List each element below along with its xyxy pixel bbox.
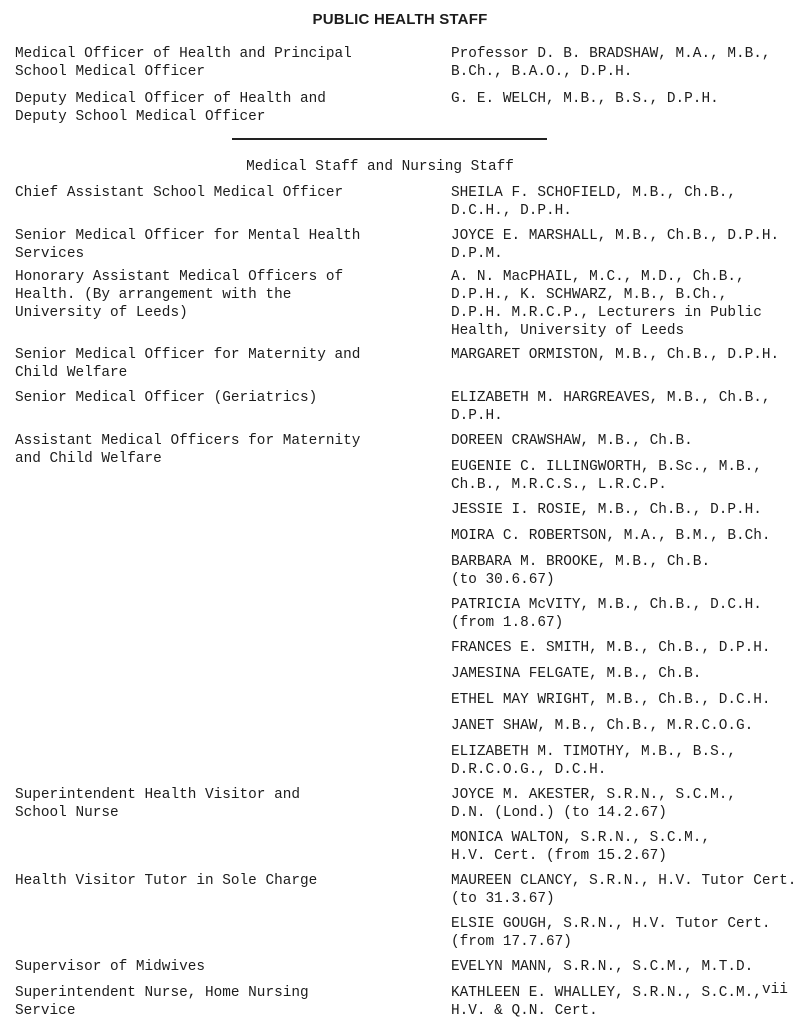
role-deputy-moh: Deputy Medical Officer of Health and Deputy School Medical Officer: [15, 91, 326, 125]
name-clancy: MAUREEN CLANCY, S.R.N., H.V. Tutor Cert. (to 31.3.67): [451, 873, 797, 907]
name-rosie: JESSIE I. ROSIE, M.B., Ch.B., D.P.H.: [451, 502, 762, 518]
name-schofield: SHEILA F. SCHOFIELD, M.B., Ch.B., D.C.H., D.P.H.: [451, 185, 736, 219]
name-wright: ETHEL MAY WRIGHT, M.B., Ch.B., D.C.H.: [451, 692, 771, 708]
name-robertson: MOIRA C. ROBERTSON, M.A., B.M., B.Ch.: [451, 528, 771, 544]
name-felgate: JAMESINA FELGATE, M.B., Ch.B.: [451, 666, 702, 682]
role-senior-mo-mental-health: Senior Medical Officer for Mental Health Services: [15, 228, 361, 262]
role-honorary-assistant-mo: Honorary Assistant Medical Officers of Health. (By arrangement with the University of Leeds): [15, 269, 344, 321]
name-illingworth: EUGENIE C. ILLINGWORTH, B.Sc., M.B., Ch.B., M.R.C.S., L.R.C.P.: [451, 459, 762, 493]
page-number: vii: [762, 982, 788, 998]
name-brooke: BARBARA M. BROOKE, M.B., Ch.B. (to 30.6.67): [451, 554, 711, 588]
divider-rule: [232, 138, 547, 140]
role-senior-mo-maternity: Senior Medical Officer for Maternity and Child Welfare: [15, 347, 361, 381]
role-assistant-mo-maternity: Assistant Medical Officers for Maternity and Child Welfare: [15, 433, 361, 467]
role-superintendent-health-visitor: Superintendent Health Visitor and School Nurse: [15, 787, 300, 821]
name-whalley: KATHLEEN E. WHALLEY, S.R.N., S.C.M., H.V. & Q.N. Cert.: [451, 985, 762, 1019]
name-walton: MONICA WALTON, S.R.N., S.C.M., H.V. Cert. (from 15.2.67): [451, 830, 711, 864]
role-supervisor-midwives: Supervisor of Midwives: [15, 959, 205, 975]
role-chief-assistant-smo: Chief Assistant School Medical Officer: [15, 185, 344, 201]
name-hargreaves: ELIZABETH M. HARGREAVES, M.B., Ch.B., D.P.H.: [451, 390, 771, 424]
name-gough: ELSIE GOUGH, S.R.N., H.V. Tutor Cert. (from 17.7.67): [451, 916, 771, 950]
name-smith: FRANCES E. SMITH, M.B., Ch.B., D.P.H.: [451, 640, 771, 656]
name-moh: Professor D. B. BRADSHAW, M.A., M.B., B.Ch., B.A.O., D.P.H.: [451, 46, 771, 80]
role-superintendent-nurse: Superintendent Nurse, Home Nursing Service: [15, 985, 309, 1019]
name-akester: JOYCE M. AKESTER, S.R.N., S.C.M., D.N. (Lond.) (to 14.2.67): [451, 787, 736, 821]
name-mann: EVELYN MANN, S.R.N., S.C.M., M.T.D.: [451, 959, 754, 975]
name-ormiston: MARGARET ORMISTON, M.B., Ch.B., D.P.H.: [451, 347, 780, 363]
name-macphail-schwarz: A. N. MacPHAIL, M.C., M.D., Ch.B., D.P.H., K. SCHWARZ, M.B., B.Ch., D.P.H. M.R.C.P., Lecturers in Public Health, University of Leeds: [451, 269, 762, 339]
name-mcvity: PATRICIA McVITY, M.B., Ch.B., D.C.H. (from 1.8.67): [451, 597, 762, 631]
name-shaw: JANET SHAW, M.B., Ch.B., M.R.C.O.G.: [451, 718, 754, 734]
name-crawshaw: DOREEN CRAWSHAW, M.B., Ch.B.: [451, 433, 693, 449]
role-moh: Medical Officer of Health and Principal School Medical Officer: [15, 46, 352, 80]
page-title: PUBLIC HEALTH STAFF: [312, 11, 488, 28]
role-senior-mo-geriatrics: Senior Medical Officer (Geriatrics): [15, 390, 318, 406]
name-deputy-moh: G. E. WELCH, M.B., B.S., D.P.H.: [451, 91, 719, 107]
role-health-visitor-tutor: Health Visitor Tutor in Sole Charge: [15, 873, 318, 889]
name-timothy: ELIZABETH M. TIMOTHY, M.B., B.S., D.R.C.O.G., D.C.H.: [451, 744, 736, 778]
section-heading: Medical Staff and Nursing Staff: [246, 159, 514, 175]
name-marshall: JOYCE E. MARSHALL, M.B., Ch.B., D.P.H. D.P.M.: [451, 228, 780, 262]
